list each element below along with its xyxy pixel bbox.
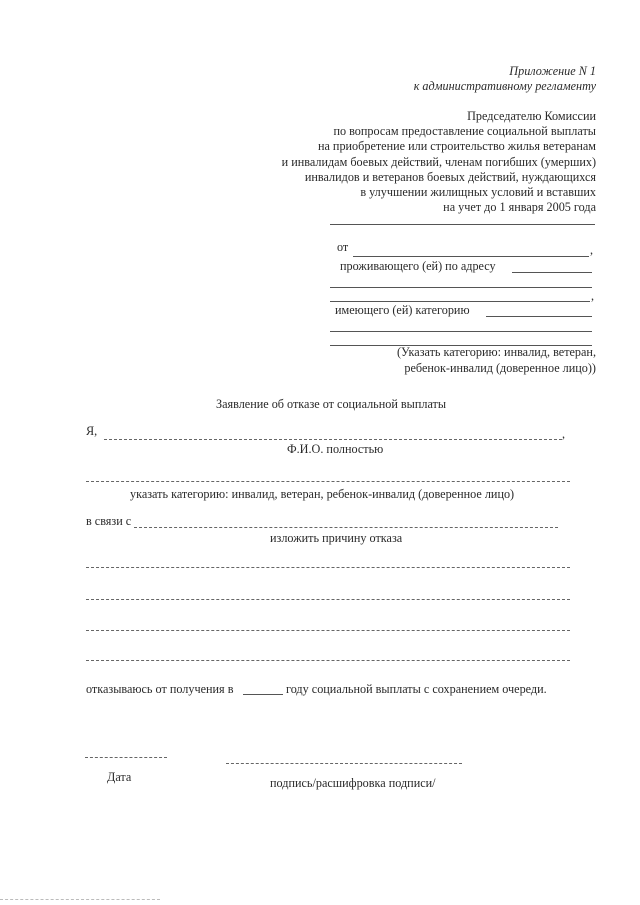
reason-line-4[interactable] [86, 660, 570, 661]
category-field[interactable] [486, 316, 592, 317]
category-hint-2: ребенок-инвалид (доверенное лицо)) [404, 361, 596, 375]
reason-line-2[interactable] [86, 599, 570, 600]
category-field-2[interactable] [330, 331, 592, 332]
reason-field[interactable] [134, 527, 558, 528]
refusal-text-after: году социальной выплаты с сохранением очереди. [286, 682, 547, 696]
category-label: имеющего (ей) категорию [335, 303, 470, 317]
reason-line-1[interactable] [86, 567, 570, 568]
from-name-field[interactable] [353, 256, 589, 257]
blank-line[interactable] [330, 224, 595, 225]
full-name-field[interactable] [104, 439, 562, 440]
date-field[interactable] [85, 757, 167, 758]
from-label: от [337, 240, 349, 254]
addressee-line-4: и инвалидам боевых действий, членам погибших (умерших) [281, 155, 596, 169]
scan-edge-mark [0, 899, 160, 900]
i-label: Я, [86, 424, 98, 438]
refusal-text-before: отказываюсь от получения в [86, 682, 234, 696]
addressee-line-6: в улучшении жилищных условий и вставших [360, 185, 596, 199]
statement-title: Заявление об отказе от социальной выплаты [216, 397, 447, 411]
address-field[interactable] [512, 272, 592, 273]
addressee-line-7: на учет до 1 января 2005 года [443, 200, 596, 214]
signature-field[interactable] [226, 763, 462, 764]
address-field-3[interactable] [330, 301, 590, 302]
date-label: Дата [107, 770, 132, 784]
reason-hint: изложить причину отказа [270, 531, 403, 545]
category-statement-hint: указать категорию: инвалид, ветеран, ребенок-инвалид (доверенное лицо) [130, 487, 515, 501]
address-comma: , [591, 289, 595, 303]
category-statement-field[interactable] [86, 481, 570, 482]
name-comma: , [562, 427, 566, 441]
fio-hint: Ф.И.О. полностью [287, 442, 384, 456]
address-field-2[interactable] [330, 287, 592, 288]
from-comma: , [590, 243, 594, 257]
addressee-line-3: на приобретение или строительство жилья ветеранам [317, 139, 596, 153]
year-field[interactable] [243, 694, 283, 695]
signature-label: подпись/расшифровка подписи/ [270, 776, 436, 790]
appendix-regulation: к административному регламенту [413, 79, 596, 93]
appendix-number: Приложение N 1 [509, 64, 596, 78]
addressee-line-1: Председателю Комиссии [467, 109, 596, 123]
residing-label: проживающего (ей) по адресу [340, 259, 496, 273]
reason-line-3[interactable] [86, 630, 570, 631]
category-hint-1: (Указать категорию: инвалид, ветеран, [396, 345, 596, 359]
addressee-line-2: по вопросам предоставление социальной выплаты [333, 124, 596, 138]
due-to-label: в связи с [86, 514, 132, 528]
addressee-line-5: инвалидов и ветеранов боевых действий, нуждающихся [304, 170, 596, 184]
